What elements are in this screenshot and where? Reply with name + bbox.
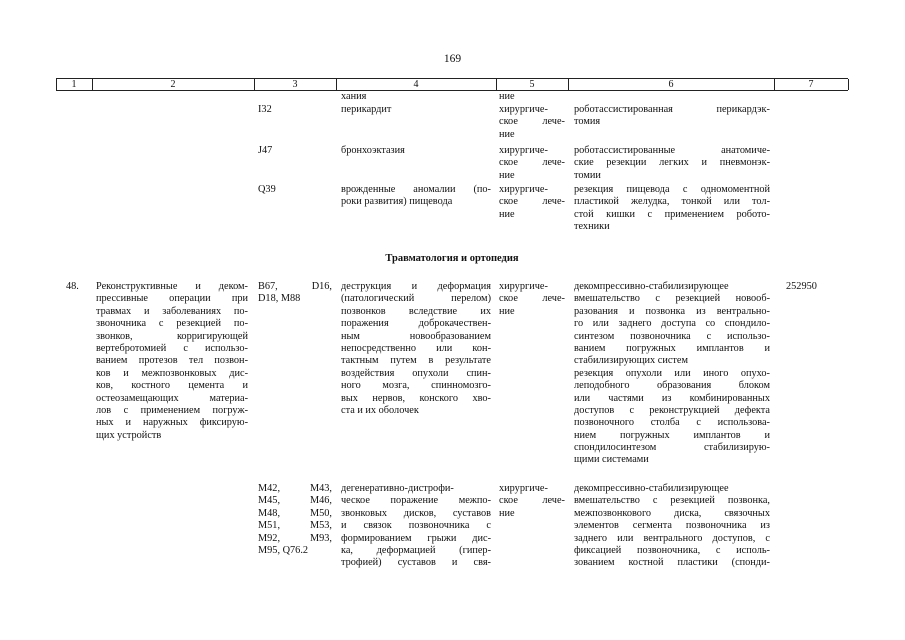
page-number: 169 (443, 53, 462, 65)
row-disease: бронхоэктазия (341, 145, 405, 156)
row-method: декомпрессивно-стабилизирующее вмешательство с резекцией новооб- разования и позвонка из вентрально- го или заднего доступа со спондило- синтезом позвоночника с использо- ванием погружных имплантов и стабилизирующих систем резекция опухоли или иного опухо- леподобного образования блоком или частями из комбинированных доступов с реконструкцией дефекта позвоночного столба с использова- нием погружных имплантов и спондилосинтезом стабилизирую- щими системами (574, 281, 770, 466)
cont-treatment: ние (499, 91, 515, 102)
row-code: B67, D16, D18, M88 (258, 281, 332, 305)
row-number: 48. (66, 281, 79, 292)
header-col-2: 2 (170, 79, 176, 90)
header-col-6: 6 (668, 79, 674, 90)
row-method: декомпрессивно-стабилизирующее вмешательство с резекцией позвонка, межпозвонкового диска, связочных элементов сегмента позвоночника из заднего или вентрального доступов, с фиксацией позвоночника, с исполь- зованием костной пластики (спонди- (574, 483, 770, 569)
row-method: резекция пищевода с одномоментной пластикой желудка, тонкой или тол- стой кишки с применением робото- техники (574, 184, 770, 233)
section-title: Травматология и ортопедия (385, 253, 519, 264)
row-cost: 252950 (786, 281, 817, 292)
row-disease: врожденные аномалии (по- роки развития) пищевода (341, 184, 491, 208)
row-code: M42, M43, M45, M46, M48, M50, M51, M53, M92, M93, M95, Q76.2 (258, 483, 332, 556)
row-treatment: хирургиче- ское лече- ние (499, 145, 565, 181)
row-disease: перикардит (341, 104, 392, 115)
row-code: J47 (258, 145, 273, 156)
row-disease: деструкция и деформация (патологический перелом) позвонков вследствие их поражения доброкачествен- ным новообразованием непосредственно или кон- тактным путем в результате воздействия опухоли спин- ного мозга, спинномозго- вых нервов, конского хво- ста и их оболочек (341, 281, 491, 416)
header-col-4: 4 (413, 79, 419, 90)
row-treatment: хирургиче- ское лече- ние (499, 281, 565, 317)
header-col-5: 5 (529, 79, 535, 90)
row-treatment: хирургиче- ское лече- ние (499, 483, 565, 519)
row-procedure-name: Реконструктивные и деком- прессивные операции при травмах и заболеваниях по- звоночника с резекцией по- звонков, корригирующей вертебротомией с использо- ванием протезов тел позвон- ков и межпозвонковых дис- ков, костного цемента и остеозамещающих материа- лов с применением погруж- ных и наружных фиксирую- щих устройств (96, 281, 248, 441)
header-col-7: 7 (808, 79, 814, 90)
header-col-3: 3 (292, 79, 298, 90)
row-disease: дегенеративно-дистрофи- ческое поражение межпо- звонковых дисков, суставов и связок позвоночника с формированием грыжи дис- ка, деформацией (гипер- трофией) суставов и свя- (341, 483, 491, 569)
col-divider (848, 79, 849, 90)
cont-disease: хания (341, 91, 367, 102)
row-treatment: хирургиче- ское лече- ние (499, 104, 565, 140)
row-code: Q39 (258, 184, 276, 195)
row-method: роботассистированная перикардэк- томия (574, 104, 770, 128)
row-code: I32 (258, 104, 272, 115)
header-col-1: 1 (71, 79, 77, 90)
row-treatment: хирургиче- ское лече- ние (499, 184, 565, 220)
row-method: роботассистированные анатомиче- ские резекции легких и пневмонэк- томии (574, 145, 770, 181)
